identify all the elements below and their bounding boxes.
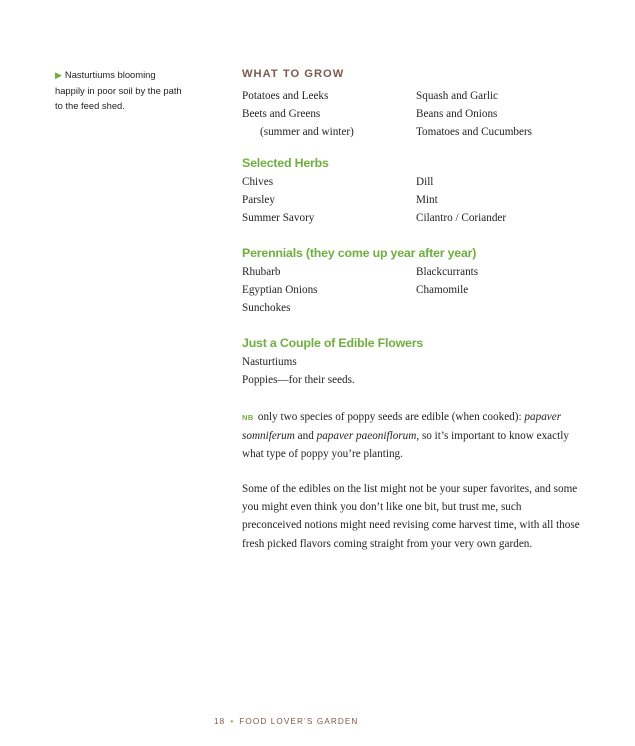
nb-text: and bbox=[294, 430, 317, 443]
nb-paragraph bbox=[242, 408, 582, 464]
page-number: 18 bbox=[214, 717, 226, 726]
caption-text: Nasturtiums blooming happily in poor soil by the path to the feed shed. bbox=[55, 69, 182, 111]
what-to-grow-list bbox=[242, 87, 582, 141]
species-name: papaver somniferum bbox=[242, 411, 562, 443]
species-name: papaver paeoniflorum bbox=[316, 430, 417, 443]
herbs-heading: Selected Herbs bbox=[242, 156, 329, 170]
herbs-section bbox=[242, 155, 582, 227]
list-item: Tomatoes and Cucumbers bbox=[416, 126, 533, 138]
list-item: Cilantro / Coriander bbox=[416, 212, 507, 224]
list-item: Nasturtiums bbox=[242, 356, 297, 368]
list-item: Rhubarb bbox=[242, 266, 281, 278]
list-item: Chamomile bbox=[416, 284, 469, 296]
list-item: (summer and winter) bbox=[260, 126, 354, 138]
list-item: Squash and Garlic bbox=[416, 90, 499, 102]
herbs-list bbox=[242, 173, 582, 227]
perennials-section bbox=[242, 245, 582, 317]
caption-triangle-icon: ▶ bbox=[55, 70, 62, 80]
photo-caption bbox=[55, 67, 185, 113]
edible-flowers-heading: Just a Couple of Edible Flowers bbox=[242, 336, 424, 350]
list-item: Chives bbox=[242, 176, 274, 188]
list-item: Mint bbox=[416, 194, 438, 206]
list-item: Summer Savory bbox=[242, 212, 315, 224]
nb-text: , so it’s important to know exactly what type of poppy you’re planting. bbox=[242, 430, 569, 461]
perennials-heading: Perennials (they come up year after year) bbox=[242, 246, 477, 260]
list-item: Blackcurrants bbox=[416, 266, 479, 278]
edible-flowers-section bbox=[242, 335, 582, 389]
list-item: Poppies—for their seeds. bbox=[242, 374, 355, 386]
list-item: Beans and Onions bbox=[416, 108, 498, 120]
list-item: Egyptian Onions bbox=[242, 284, 318, 296]
nb-text: only two species of poppy seeds are edible (when cooked): bbox=[257, 411, 525, 423]
what-to-grow-heading: WHAT TO GROW bbox=[242, 68, 345, 80]
list-item: Dill bbox=[416, 176, 434, 188]
body-paragraph-section bbox=[242, 480, 582, 553]
edible-flowers-list bbox=[242, 353, 582, 389]
nb-label: NB bbox=[242, 413, 254, 422]
bullet-icon: • bbox=[230, 717, 235, 726]
what-to-grow-section bbox=[242, 67, 582, 141]
list-item: Beets and Greens bbox=[242, 108, 321, 120]
list-item: Potatoes and Leeks bbox=[242, 90, 329, 102]
body-paragraph: Some of the edibles on the list might not be your super favorites, and some you might even think you don’t like one bit, but trust me, such preconceived notions might need revising come harvest time, with all those fresh picked flavors coming straight from your very own garden. bbox=[242, 483, 580, 550]
nb-note bbox=[242, 408, 582, 464]
perennials-list bbox=[242, 263, 582, 317]
book-title: FOOD LOVER’S GARDEN bbox=[239, 717, 359, 726]
list-item: Parsley bbox=[242, 194, 275, 206]
page-footer bbox=[214, 717, 358, 726]
list-item: Sunchokes bbox=[242, 302, 291, 314]
